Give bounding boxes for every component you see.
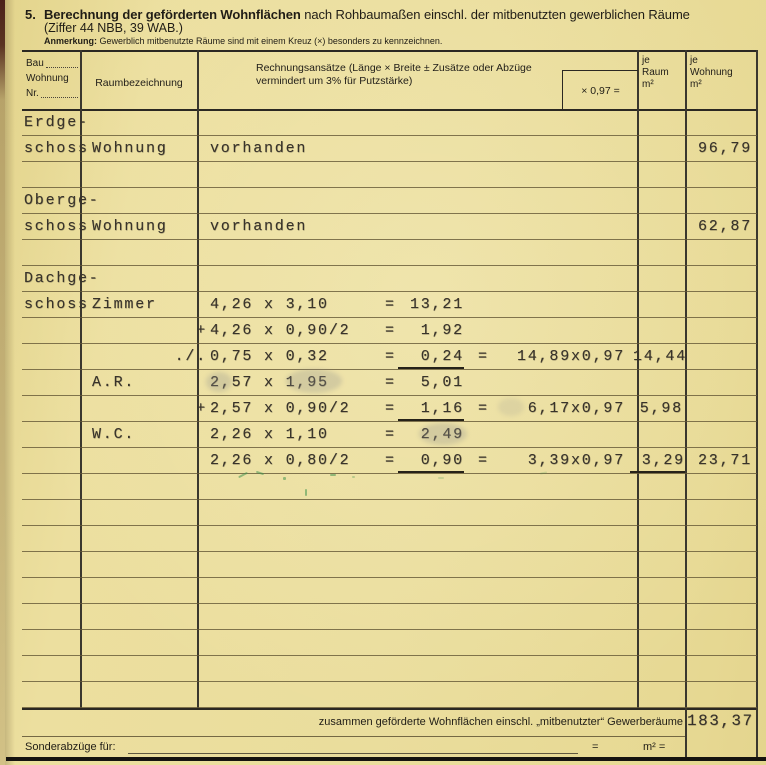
smudge-mark bbox=[206, 372, 232, 392]
cell-je-wohnung: 96,79 bbox=[697, 140, 752, 157]
cell-chain-equals: = bbox=[478, 400, 489, 417]
cell-expression: vorhanden bbox=[210, 140, 308, 157]
table-bottom-border bbox=[22, 708, 757, 710]
table-row bbox=[22, 656, 757, 682]
header-col5-line2: Wohnung bbox=[690, 67, 733, 78]
smudge-mark bbox=[419, 423, 467, 445]
header-col3-line2: vermindert um 3% für Putzstärke) bbox=[256, 75, 413, 87]
unit-label: m² = bbox=[643, 741, 666, 753]
table-row bbox=[22, 240, 757, 266]
handwriting-mark bbox=[330, 474, 336, 476]
table-row bbox=[22, 136, 757, 162]
section-title-rest: nach Rohbaumaßen einschl. der mitbenutzten gewerblichen Räume bbox=[300, 7, 690, 22]
cell-equals: = bbox=[385, 426, 396, 443]
handwriting-mark bbox=[352, 476, 355, 478]
factor-box: × 0,97 = bbox=[562, 70, 638, 111]
header-col4-line1: je bbox=[642, 55, 650, 66]
cell-expression: 4,26 x 3,10 bbox=[210, 296, 329, 313]
total-value: 183,37 bbox=[687, 712, 754, 730]
header-col3-line1: Rechnungsansätze (Länge × Breite ± Zusätze oder Abzüge bbox=[256, 62, 532, 74]
cell-room: Zimmer bbox=[92, 296, 157, 313]
cell-equals: = bbox=[385, 348, 396, 365]
table-row bbox=[22, 422, 757, 448]
cell-room: Wohnung bbox=[92, 218, 168, 235]
note-text: Gewerblich mitbenutzte Räume sind mit einem Kreuz (×) besonders zu kennzeichnen. bbox=[97, 36, 443, 46]
header-col-number bbox=[26, 55, 78, 100]
cell-expression: 2,26 x 1,10 bbox=[210, 426, 329, 443]
cell-expression: 4,26 x 0,90/2 bbox=[210, 322, 351, 339]
handwriting-mark bbox=[438, 477, 444, 479]
cell-floor: Dachge- bbox=[24, 270, 100, 287]
cell-result: 1,16 bbox=[398, 396, 464, 421]
equals-sign: = bbox=[592, 741, 599, 753]
header-wohnung-label: Wohnung bbox=[26, 73, 69, 84]
note-label: Anmerkung: bbox=[44, 36, 98, 46]
cell-result: 2,49 bbox=[420, 426, 464, 443]
cell-operator-prefix: + bbox=[196, 322, 207, 339]
header-col5-line1: je bbox=[690, 55, 698, 66]
cell-expression: 0,75 x 0,32 bbox=[210, 348, 329, 365]
header-col5-line3: m² bbox=[690, 79, 702, 90]
cell-equals: = bbox=[385, 374, 396, 391]
cell-expression: 2,26 x 0,80/2 bbox=[210, 452, 351, 469]
bottom-heavy-rule bbox=[6, 757, 766, 761]
table-row bbox=[22, 344, 757, 370]
cell-expression: vorhanden bbox=[210, 218, 308, 235]
smudge-mark bbox=[286, 369, 342, 393]
table-row bbox=[22, 500, 757, 526]
cell-operator-prefix: + bbox=[196, 400, 207, 417]
header-col-raumbezeichnung: Raumbezeichnung bbox=[95, 77, 183, 89]
header-col-je-raum bbox=[642, 55, 669, 91]
cell-chain-equals: = bbox=[478, 348, 489, 365]
cell-chain-equals: = bbox=[478, 452, 489, 469]
cell-result: 0,24 bbox=[398, 344, 464, 369]
cell-je-wohnung: 62,87 bbox=[697, 218, 752, 235]
total-underline bbox=[22, 736, 685, 737]
table-row bbox=[22, 474, 757, 500]
table-row bbox=[22, 318, 757, 344]
cell-expression: 2,57 x 0,90/2 bbox=[210, 400, 351, 417]
table-row bbox=[22, 604, 757, 630]
handwriting-mark bbox=[305, 489, 307, 496]
cell-room: Wohnung bbox=[92, 140, 168, 157]
cell-equals: = bbox=[385, 400, 396, 417]
cell-result: 13,21 bbox=[409, 296, 464, 313]
table-row bbox=[22, 110, 757, 136]
header-col4-line2: Raum bbox=[642, 67, 669, 78]
dotted-leader bbox=[41, 97, 78, 98]
table-row bbox=[22, 214, 757, 240]
header-col4-line3: m² bbox=[642, 79, 654, 90]
dotted-leader bbox=[46, 67, 78, 68]
table-row bbox=[22, 188, 757, 214]
header-nr-label: Nr. bbox=[26, 88, 39, 99]
cell-chain-product: 6,17x0,97 bbox=[527, 400, 625, 417]
cell-result: 1,92 bbox=[420, 322, 464, 339]
table-row bbox=[22, 682, 757, 708]
table-row bbox=[22, 162, 757, 188]
table-row bbox=[22, 552, 757, 578]
table-row bbox=[22, 396, 757, 422]
cell-equals: = bbox=[385, 296, 396, 313]
section-subtitle: (Ziffer 44 NBB, 39 WAB.) bbox=[44, 21, 183, 35]
header-bau-label: Bau bbox=[26, 58, 44, 69]
total-label: zusammen geförderte Wohnflächen einschl. „mitbenutzter“ Gewerberäume bbox=[318, 716, 683, 728]
header-col-rechnungsansaetze bbox=[256, 62, 532, 88]
page-left-edge-shadow bbox=[5, 0, 15, 765]
cell-je-raum: 14,44 bbox=[633, 348, 688, 365]
handwriting-mark bbox=[283, 477, 286, 480]
cell-je-raum: 5,98 bbox=[639, 400, 683, 417]
table-row bbox=[22, 526, 757, 552]
cell-floor: Erdge- bbox=[24, 114, 89, 131]
table-row bbox=[22, 266, 757, 292]
note-line bbox=[44, 36, 442, 46]
section-title bbox=[44, 7, 690, 22]
table-row bbox=[22, 370, 757, 396]
table-body bbox=[22, 110, 757, 708]
cell-operator-prefix: ./. bbox=[174, 348, 207, 365]
cell-expression: 2,57 x 1,95 bbox=[210, 374, 329, 391]
section-number: 5. bbox=[25, 7, 36, 22]
cell-floor: Oberge- bbox=[24, 192, 100, 209]
smudge-mark bbox=[498, 398, 524, 416]
section-title-bold: Berechnung der geförderten Wohnflächen bbox=[44, 7, 301, 22]
table-row bbox=[22, 448, 757, 474]
header-col-je-wohnung bbox=[690, 55, 733, 91]
cell-je-wohnung: 23,71 bbox=[697, 452, 752, 469]
cell-room: A.R. bbox=[92, 374, 136, 391]
sonderabzuege-fill-line bbox=[128, 753, 578, 754]
sonderabzuege-label: Sonderabzüge für: bbox=[25, 741, 116, 753]
cell-chain-product: 14,89x0,97 bbox=[516, 348, 625, 365]
table-row bbox=[22, 630, 757, 656]
cell-floor: schoss bbox=[24, 218, 89, 235]
cell-equals: = bbox=[385, 452, 396, 469]
cell-equals: = bbox=[385, 322, 396, 339]
cell-result: 5,01 bbox=[420, 374, 464, 391]
cell-je-raum: 3,29 bbox=[630, 448, 685, 473]
cell-floor: schoss bbox=[24, 140, 89, 157]
table-top-border bbox=[22, 50, 757, 52]
table-row bbox=[22, 292, 757, 318]
cell-floor: schoss bbox=[24, 296, 89, 313]
table-row bbox=[22, 578, 757, 604]
cell-chain-product: 3,39x0,97 bbox=[527, 452, 625, 469]
cell-result: 0,90 bbox=[398, 448, 464, 473]
cell-room: W.C. bbox=[92, 426, 136, 443]
